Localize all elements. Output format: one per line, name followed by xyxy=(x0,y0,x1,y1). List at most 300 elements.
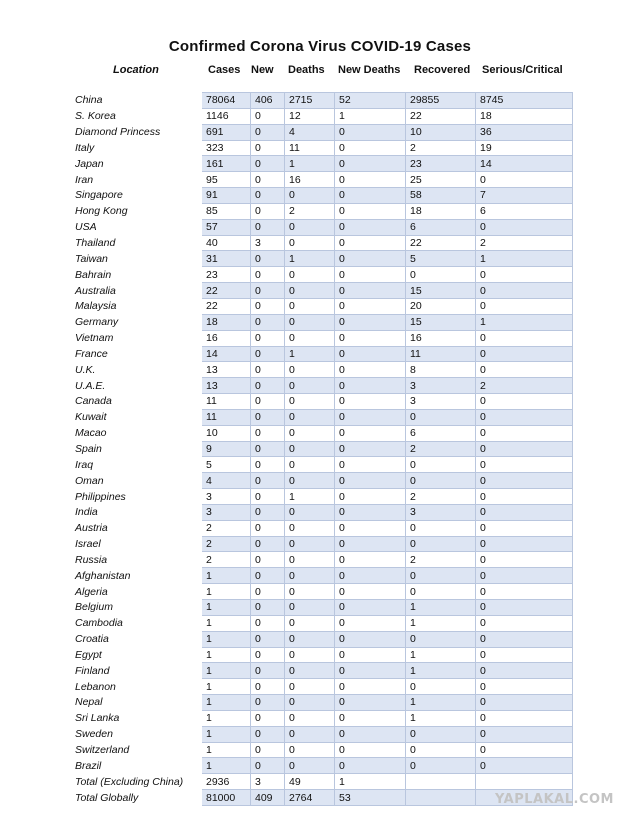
cell-location: Macao xyxy=(75,427,107,440)
cell-new-deaths: 0 xyxy=(335,219,406,235)
cell-recovered: 16 xyxy=(406,330,476,346)
cell-new-deaths: 0 xyxy=(335,172,406,188)
cell-deaths: 0 xyxy=(285,362,335,378)
column-headers xyxy=(0,64,640,80)
cell-new: 0 xyxy=(251,394,285,410)
table-row xyxy=(73,346,573,362)
cell-recovered: 23 xyxy=(406,156,476,172)
cell-location: Kuwait xyxy=(75,411,107,424)
cell-deaths: 0 xyxy=(285,742,335,758)
table-row xyxy=(73,172,573,188)
cell-recovered: 1 xyxy=(406,615,476,631)
cell-location: Afghanistan xyxy=(75,569,131,582)
cell-deaths: 1 xyxy=(285,251,335,267)
cell-serious-critical: 0 xyxy=(476,394,573,410)
cell-cases: 1 xyxy=(202,726,251,742)
cell-location: Cambodia xyxy=(75,617,123,630)
cell-serious-critical: 0 xyxy=(476,695,573,711)
cell-location: Brazil xyxy=(75,759,102,772)
cell-cases: 1 xyxy=(202,758,251,774)
cell-location: Russia xyxy=(75,553,108,566)
cell-serious-critical: 0 xyxy=(476,473,573,489)
cell-new-deaths: 0 xyxy=(335,742,406,758)
cell-serious-critical: 0 xyxy=(476,584,573,600)
cell-recovered xyxy=(406,790,476,806)
table-row xyxy=(73,726,573,742)
table-row xyxy=(73,409,573,425)
cell-deaths: 0 xyxy=(285,552,335,568)
cell-cases: 1 xyxy=(202,663,251,679)
cell-recovered: 0 xyxy=(406,679,476,695)
cell-recovered: 10 xyxy=(406,124,476,140)
cell-serious-critical: 7 xyxy=(476,188,573,204)
cell-cases: 2 xyxy=(202,552,251,568)
cell-serious-critical: 14 xyxy=(476,156,573,172)
cell-serious-critical: 0 xyxy=(476,710,573,726)
cell-serious-critical: 0 xyxy=(476,441,573,457)
cell-new: 0 xyxy=(251,346,285,362)
cell-location: Finland xyxy=(75,664,110,677)
cell-new: 0 xyxy=(251,219,285,235)
cell-new: 0 xyxy=(251,378,285,394)
cell-new-deaths: 1 xyxy=(335,774,406,790)
cell-cases: 14 xyxy=(202,346,251,362)
cell-recovered: 1 xyxy=(406,695,476,711)
cell-recovered: 2 xyxy=(406,489,476,505)
cell-new: 0 xyxy=(251,156,285,172)
cell-cases: 16 xyxy=(202,330,251,346)
cell-deaths: 0 xyxy=(285,330,335,346)
cell-recovered: 0 xyxy=(406,726,476,742)
cell-cases: 2936 xyxy=(202,774,251,790)
cell-location: Iraq xyxy=(75,458,94,471)
cell-cases: 1 xyxy=(202,695,251,711)
cell-cases: 78064 xyxy=(202,93,251,109)
cell-cases: 91 xyxy=(202,188,251,204)
cell-serious-critical: 0 xyxy=(476,362,573,378)
cell-deaths: 0 xyxy=(285,409,335,425)
cell-location: Bahrain xyxy=(75,268,112,281)
cell-cases: 1 xyxy=(202,600,251,616)
table-row xyxy=(73,742,573,758)
cell-deaths: 0 xyxy=(285,710,335,726)
cell-location: China xyxy=(75,94,103,107)
cell-serious-critical: 2 xyxy=(476,235,573,251)
cell-serious-critical: 0 xyxy=(476,489,573,505)
cell-deaths: 0 xyxy=(285,283,335,299)
cell-cases: 18 xyxy=(202,314,251,330)
table-row xyxy=(73,568,573,584)
cell-serious-critical: 2 xyxy=(476,378,573,394)
table-row xyxy=(73,710,573,726)
cell-recovered: 0 xyxy=(406,631,476,647)
cell-serious-critical: 0 xyxy=(476,600,573,616)
cell-new: 0 xyxy=(251,742,285,758)
cell-recovered: 5 xyxy=(406,251,476,267)
cell-recovered: 2 xyxy=(406,552,476,568)
cell-recovered: 18 xyxy=(406,203,476,219)
cell-recovered: 2 xyxy=(406,441,476,457)
cell-new: 3 xyxy=(251,774,285,790)
cell-location: Iran xyxy=(75,173,94,186)
cell-new: 0 xyxy=(251,330,285,346)
cell-recovered: 15 xyxy=(406,283,476,299)
cell-recovered: 1 xyxy=(406,710,476,726)
cell-cases: 13 xyxy=(202,362,251,378)
table-row xyxy=(73,473,573,489)
cell-new-deaths: 0 xyxy=(335,552,406,568)
table-row xyxy=(73,584,573,600)
cell-recovered: 29855 xyxy=(406,93,476,109)
cell-recovered: 1 xyxy=(406,647,476,663)
cell-recovered: 15 xyxy=(406,314,476,330)
cell-location: France xyxy=(75,347,108,360)
table-row xyxy=(73,394,573,410)
cell-location: Malaysia xyxy=(75,300,117,313)
cell-new-deaths: 0 xyxy=(335,584,406,600)
cell-new: 3 xyxy=(251,235,285,251)
cell-serious-critical: 0 xyxy=(476,172,573,188)
header-new-deaths: New Deaths xyxy=(338,64,401,76)
cell-new-deaths: 0 xyxy=(335,710,406,726)
cell-cases: 1 xyxy=(202,647,251,663)
cell-new: 0 xyxy=(251,140,285,156)
table-row xyxy=(73,774,573,790)
cell-deaths: 0 xyxy=(285,504,335,520)
cell-new-deaths: 0 xyxy=(335,298,406,314)
cases-table xyxy=(72,92,573,806)
cell-new: 0 xyxy=(251,552,285,568)
cell-new: 0 xyxy=(251,695,285,711)
cell-deaths: 0 xyxy=(285,314,335,330)
cell-deaths: 16 xyxy=(285,172,335,188)
cell-deaths: 0 xyxy=(285,457,335,473)
cell-serious-critical: 0 xyxy=(476,631,573,647)
cell-new: 0 xyxy=(251,251,285,267)
cell-serious-critical: 6 xyxy=(476,203,573,219)
header-recovered: Recovered xyxy=(414,64,471,76)
cell-deaths: 0 xyxy=(285,536,335,552)
cell-location: Hong Kong xyxy=(75,205,128,218)
cell-serious-critical: 0 xyxy=(476,663,573,679)
cell-new-deaths: 0 xyxy=(335,441,406,457)
cell-new-deaths: 0 xyxy=(335,235,406,251)
cell-new-deaths: 0 xyxy=(335,663,406,679)
cell-new-deaths: 53 xyxy=(335,790,406,806)
cell-new-deaths: 0 xyxy=(335,378,406,394)
table-row xyxy=(73,536,573,552)
cell-new-deaths: 0 xyxy=(335,615,406,631)
cell-new-deaths: 0 xyxy=(335,188,406,204)
cell-deaths: 2 xyxy=(285,203,335,219)
header-cases: Cases xyxy=(208,64,241,76)
cell-new: 0 xyxy=(251,108,285,124)
table-row xyxy=(73,298,573,314)
cell-cases: 1 xyxy=(202,568,251,584)
cell-location: Germany xyxy=(75,316,119,329)
cell-location: Taiwan xyxy=(75,252,108,265)
cell-location: Total Globally xyxy=(75,791,139,804)
cell-deaths: 4 xyxy=(285,124,335,140)
cell-cases: 57 xyxy=(202,219,251,235)
cell-new-deaths: 0 xyxy=(335,520,406,536)
cell-location: Egypt xyxy=(75,648,102,661)
cell-cases: 22 xyxy=(202,283,251,299)
cell-location: Spain xyxy=(75,442,102,455)
cell-serious-critical: 0 xyxy=(476,520,573,536)
cell-cases: 11 xyxy=(202,394,251,410)
cell-new-deaths: 0 xyxy=(335,726,406,742)
cell-new: 409 xyxy=(251,790,285,806)
cell-new: 0 xyxy=(251,283,285,299)
cell-cases: 1 xyxy=(202,631,251,647)
cell-location: Israel xyxy=(75,538,101,551)
cell-new-deaths: 0 xyxy=(335,283,406,299)
cell-cases: 3 xyxy=(202,504,251,520)
cell-cases: 9 xyxy=(202,441,251,457)
cell-recovered: 6 xyxy=(406,219,476,235)
cell-new-deaths: 1 xyxy=(335,108,406,124)
table-row xyxy=(73,140,573,156)
cell-new-deaths: 52 xyxy=(335,93,406,109)
cell-deaths: 0 xyxy=(285,647,335,663)
cell-deaths: 11 xyxy=(285,140,335,156)
cell-serious-critical: 0 xyxy=(476,425,573,441)
cell-new: 0 xyxy=(251,584,285,600)
header-new: New xyxy=(251,64,274,76)
cell-cases: 4 xyxy=(202,473,251,489)
table-row xyxy=(73,283,573,299)
cell-recovered: 0 xyxy=(406,520,476,536)
table-row xyxy=(73,457,573,473)
table-row xyxy=(73,758,573,774)
cell-new: 0 xyxy=(251,536,285,552)
page-title: Confirmed Corona Virus COVID-19 Cases xyxy=(168,38,472,55)
cell-deaths: 49 xyxy=(285,774,335,790)
cell-serious-critical: 36 xyxy=(476,124,573,140)
table-row xyxy=(73,600,573,616)
cell-location: Austria xyxy=(75,522,108,535)
cell-new: 0 xyxy=(251,314,285,330)
cell-serious-critical: 19 xyxy=(476,140,573,156)
cell-location: India xyxy=(75,506,98,519)
cell-new-deaths: 0 xyxy=(335,425,406,441)
cell-serious-critical: 0 xyxy=(476,568,573,584)
cell-recovered: 0 xyxy=(406,568,476,584)
table-row xyxy=(73,425,573,441)
cell-new: 0 xyxy=(251,188,285,204)
cell-recovered: 1 xyxy=(406,600,476,616)
cell-deaths: 2715 xyxy=(285,93,335,109)
cell-deaths: 0 xyxy=(285,631,335,647)
cell-serious-critical: 0 xyxy=(476,330,573,346)
cell-cases: 1146 xyxy=(202,108,251,124)
table-row xyxy=(73,251,573,267)
table-row xyxy=(73,362,573,378)
cell-new: 0 xyxy=(251,441,285,457)
cell-cases: 13 xyxy=(202,378,251,394)
cell-recovered: 0 xyxy=(406,267,476,283)
table-row xyxy=(73,156,573,172)
cell-deaths: 0 xyxy=(285,615,335,631)
table-row xyxy=(73,489,573,505)
cell-deaths: 0 xyxy=(285,600,335,616)
cell-cases: 1 xyxy=(202,679,251,695)
cell-recovered: 20 xyxy=(406,298,476,314)
cell-deaths: 1 xyxy=(285,489,335,505)
cell-cases: 2 xyxy=(202,520,251,536)
cell-deaths: 0 xyxy=(285,726,335,742)
cell-location: Oman xyxy=(75,474,104,487)
cell-deaths: 1 xyxy=(285,156,335,172)
cell-recovered: 3 xyxy=(406,504,476,520)
cell-serious-critical xyxy=(476,774,573,790)
cell-new-deaths: 0 xyxy=(335,251,406,267)
cell-location: Canada xyxy=(75,395,112,408)
cell-serious-critical: 0 xyxy=(476,409,573,425)
cell-location: U.K. xyxy=(75,363,96,376)
cell-new-deaths: 0 xyxy=(335,758,406,774)
cell-new: 0 xyxy=(251,679,285,695)
table-row xyxy=(73,695,573,711)
cell-serious-critical: 0 xyxy=(476,457,573,473)
cell-cases: 1 xyxy=(202,615,251,631)
table-row xyxy=(73,219,573,235)
cell-location: Australia xyxy=(75,284,116,297)
cell-new-deaths: 0 xyxy=(335,536,406,552)
cell-cases: 1 xyxy=(202,742,251,758)
cell-deaths: 0 xyxy=(285,394,335,410)
cell-new-deaths: 0 xyxy=(335,330,406,346)
cell-new: 0 xyxy=(251,520,285,536)
cell-recovered: 1 xyxy=(406,663,476,679)
table-body xyxy=(73,93,573,806)
cell-location: Lebanon xyxy=(75,680,116,693)
cell-location: Switzerland xyxy=(75,744,130,757)
cell-new: 0 xyxy=(251,615,285,631)
cell-location: Singapore xyxy=(75,189,123,202)
cell-location: Philippines xyxy=(75,490,126,503)
cell-serious-critical: 0 xyxy=(476,742,573,758)
cell-deaths: 0 xyxy=(285,679,335,695)
cell-deaths: 0 xyxy=(285,425,335,441)
cell-serious-critical: 0 xyxy=(476,298,573,314)
table-row xyxy=(73,203,573,219)
cell-new-deaths: 0 xyxy=(335,394,406,410)
cell-serious-critical: 0 xyxy=(476,283,573,299)
header-serious-critical: Serious/Critical xyxy=(482,64,563,76)
cell-cases: 3 xyxy=(202,489,251,505)
cell-cases: 31 xyxy=(202,251,251,267)
cell-location: Thailand xyxy=(75,237,116,250)
cell-deaths: 0 xyxy=(285,663,335,679)
cell-recovered: 0 xyxy=(406,409,476,425)
cell-recovered: 0 xyxy=(406,536,476,552)
cell-location: USA xyxy=(75,221,97,234)
cell-deaths: 0 xyxy=(285,758,335,774)
cell-serious-critical: 8745 xyxy=(476,93,573,109)
cell-location: Japan xyxy=(75,157,104,170)
cell-serious-critical: 0 xyxy=(476,504,573,520)
table-row xyxy=(73,520,573,536)
cell-serious-critical: 1 xyxy=(476,314,573,330)
cell-cases: 2 xyxy=(202,536,251,552)
cell-new: 0 xyxy=(251,473,285,489)
cell-new-deaths: 0 xyxy=(335,695,406,711)
cell-new: 0 xyxy=(251,267,285,283)
cell-new: 0 xyxy=(251,298,285,314)
cell-deaths: 1 xyxy=(285,346,335,362)
cell-cases: 161 xyxy=(202,156,251,172)
cell-new: 0 xyxy=(251,457,285,473)
table-row xyxy=(73,552,573,568)
table-row xyxy=(73,378,573,394)
cell-new-deaths: 0 xyxy=(335,504,406,520)
cell-new-deaths: 0 xyxy=(335,568,406,584)
cell-recovered: 0 xyxy=(406,473,476,489)
cell-serious-critical: 0 xyxy=(476,615,573,631)
cell-cases: 85 xyxy=(202,203,251,219)
cell-cases: 1 xyxy=(202,710,251,726)
cell-serious-critical: 1 xyxy=(476,251,573,267)
cell-deaths: 0 xyxy=(285,235,335,251)
cell-new-deaths: 0 xyxy=(335,267,406,283)
cell-serious-critical: 0 xyxy=(476,758,573,774)
cell-cases: 23 xyxy=(202,267,251,283)
cell-deaths: 0 xyxy=(285,267,335,283)
cell-new-deaths: 0 xyxy=(335,473,406,489)
cell-deaths: 0 xyxy=(285,219,335,235)
cell-cases: 95 xyxy=(202,172,251,188)
cell-new: 0 xyxy=(251,203,285,219)
cell-new: 0 xyxy=(251,489,285,505)
cell-location: Belgium xyxy=(75,601,113,614)
cell-recovered: 0 xyxy=(406,758,476,774)
cell-cases: 323 xyxy=(202,140,251,156)
cell-new: 0 xyxy=(251,758,285,774)
cell-location: Italy xyxy=(75,141,95,154)
cell-serious-critical: 0 xyxy=(476,552,573,568)
cell-deaths: 0 xyxy=(285,298,335,314)
table-row xyxy=(73,647,573,663)
cell-new: 0 xyxy=(251,663,285,679)
cell-recovered xyxy=(406,774,476,790)
cell-new-deaths: 0 xyxy=(335,140,406,156)
cell-recovered: 0 xyxy=(406,584,476,600)
cell-deaths: 0 xyxy=(285,584,335,600)
table-row xyxy=(73,615,573,631)
table-row xyxy=(73,124,573,140)
table-row xyxy=(73,267,573,283)
cell-new-deaths: 0 xyxy=(335,346,406,362)
cell-serious-critical: 0 xyxy=(476,267,573,283)
cell-recovered: 0 xyxy=(406,457,476,473)
cell-serious-critical: 0 xyxy=(476,219,573,235)
cell-new-deaths: 0 xyxy=(335,124,406,140)
header-location: Location xyxy=(113,64,159,76)
cell-new: 0 xyxy=(251,631,285,647)
cell-deaths: 12 xyxy=(285,108,335,124)
cell-recovered: 25 xyxy=(406,172,476,188)
cell-deaths: 0 xyxy=(285,441,335,457)
cell-new: 0 xyxy=(251,568,285,584)
cell-new-deaths: 0 xyxy=(335,314,406,330)
cell-recovered: 58 xyxy=(406,188,476,204)
cell-cases: 691 xyxy=(202,124,251,140)
cell-recovered: 0 xyxy=(406,742,476,758)
cell-deaths: 0 xyxy=(285,378,335,394)
cell-serious-critical: 0 xyxy=(476,679,573,695)
